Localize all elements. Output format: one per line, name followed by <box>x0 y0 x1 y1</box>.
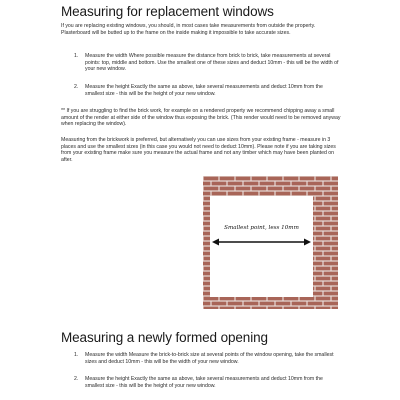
section-title-new-opening: Measuring a newly formed opening <box>61 330 268 345</box>
list-number: 2. <box>74 376 79 382</box>
frame-note-paragraph: Measuring from the brickwork is preferred, but alternatively you can use sizes from your existing frame - measure in 3 places and use the smallest sizes (in this case you would not need to deduct 10mm). Please note if you are taking sizes from your existing frame make sure you measure the actual frame and not any timber which may have been planted on after. <box>61 137 336 164</box>
list-text: Measure the width Measure the brick-to-brick size at several points of the window opening, take the smallest sizes and deduct 10mm - this will be the width of your new window. <box>85 352 334 365</box>
list-number: 1. <box>74 352 79 358</box>
document-page <box>60 0 345 400</box>
list-text: Measure the width Where possible measure the distance from brick to brick, take measurements at several points: top, middle and bottom. Use the smallest one of these sizes and deduct 10mm - this will be the width of your new window. <box>85 53 339 73</box>
brick-wall-illustration <box>203 176 338 309</box>
section-title-replacement: Measuring for replacement windows <box>61 4 274 19</box>
window-opening <box>210 196 313 297</box>
list-text: Measure the height Exactly the same as above, take several measurements and deduct 10mm from the smallest size - this will be the height of your new window. <box>85 84 323 97</box>
list-number: 1. <box>74 53 79 59</box>
arrow-label: Smallest point, less 10mm <box>224 225 299 231</box>
intro-paragraph: If you are replacing existing windows, you should, in most cases take measurements from outside the property. Plasterboard will be butted up to the frame on the inside making it impossible to take accurate sizes. <box>61 23 316 36</box>
brick-opening-diagram <box>203 176 338 309</box>
list-number: 2. <box>74 84 79 90</box>
render-note-paragraph: ** If you are struggling to find the brick work, for example on a rendered property we recommend chipping away a small amount of the render at either side of the window thus exposing the brick. (This render would need to be removed anyway when replacing the window). <box>61 108 341 128</box>
list-text: Measure the height Exactly the same as above, take several measurements and deduct 10mm from the smallest size - this will be the height of your new window. <box>85 376 323 389</box>
